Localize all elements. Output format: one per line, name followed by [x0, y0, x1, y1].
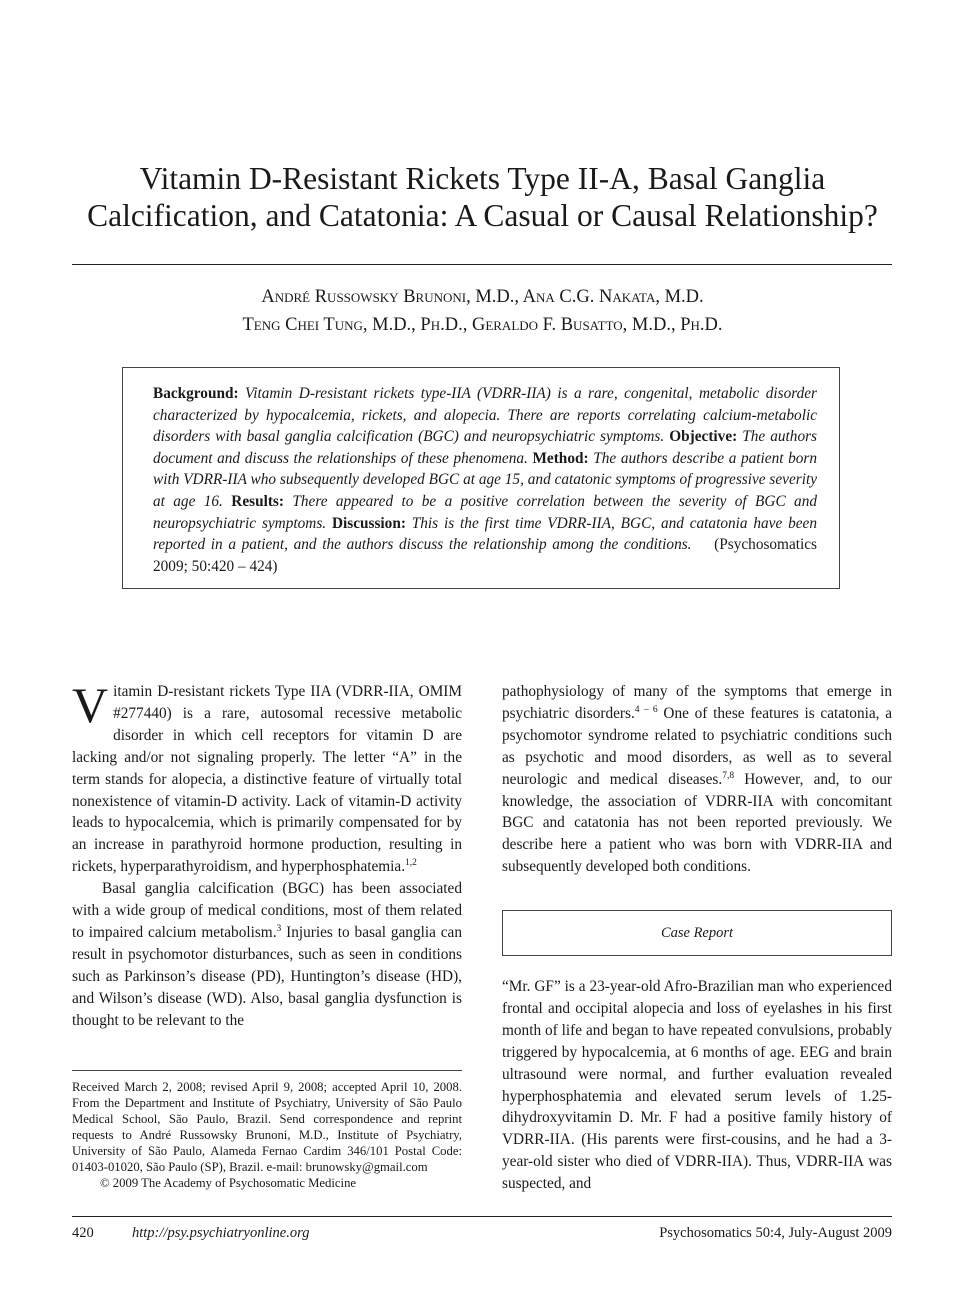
footer-divider — [72, 1216, 892, 1217]
authors-line-2: Teng Chei Tung, M.D., Ph.D., Geraldo F. Busatto, M.D., Ph.D. — [242, 315, 723, 335]
footnote-text: Received March 2, 2008; revised April 9, 2008; accepted April 10, 2008. From the Department and Institute of Psychiatry, University of São Paulo Medical School, São Paulo, Brazil. Send correspondence and reprint requests to André Russowsky Brunoni, M.D., Institute of Psychiatry, University of São Paulo, Alameda Fernao Cardim 346/101 Postal Code: 01403-01020, São Paulo (SP), Brazil. e-mail: brunowsky@gmail.com — [72, 1080, 462, 1174]
bgc-text-continued: Injuries to basal ganglia can result in psychomotor disturbances, such as seen in conditions such as Parkinson’s disease (PD), Huntington’s disease (HD), and Wilson’s disease (WD). Also, basal ganglia dysfunction is thought to be relevant to the — [72, 923, 462, 1029]
page-number: 420 — [72, 1225, 94, 1241]
reference-marker: 7,8 — [722, 770, 735, 781]
bgc-text: Basal ganglia calcification (BGC) has been associated with a wide group of medical conditions, most of them related to impaired calcium metabolism. — [72, 880, 462, 941]
journal-citation: Psychosomatics 50:4, July-August 2009 — [659, 1225, 892, 1241]
discussion-label: Discussion: — [331, 514, 406, 532]
journal-url-link[interactable]: http://psy.psychiatryonline.org — [132, 1225, 310, 1241]
drop-cap: V — [72, 677, 109, 733]
continued-text-2: One of these features is catatonia, a psychomotor syndrome related to psychiatric conditions such as psychotic and mood disorders, as well as to several neurologic and medical diseases. — [502, 704, 893, 788]
title-line-2: Calcification, and Catatonia: A Casual or Causal Relationship? — [87, 198, 878, 233]
title-divider — [72, 264, 892, 265]
abstract-box — [122, 367, 840, 589]
reference-marker: 3 — [276, 923, 282, 934]
method-label: Method: — [532, 449, 589, 467]
method-text: The authors describe a patient born with VDRR-IIA who subsequently developed BGC at age 15, and catatonic symptoms of progressive severity at age 16. — [153, 449, 818, 510]
discussion-text: This is the first time VDRR-IIA, BGC, and catatonia have been reported in a patient, and the authors discuss the relationship among the conditions. — [153, 514, 817, 554]
reference-marker: 1,2 — [405, 858, 417, 869]
author-list — [40, 283, 925, 339]
bgc-paragraph — [72, 878, 462, 1031]
article-title — [40, 160, 925, 234]
background-label: Background: — [153, 385, 239, 402]
abstract-citation: (Psychosomatics 2009; 50:420 – 424) — [153, 536, 817, 575]
results-text: There appeared to be a positive correlation between the severity of BGC and neuropsychiatric symptoms. — [153, 492, 817, 532]
right-column — [502, 681, 892, 878]
case-report-heading-label: Case Report — [660, 924, 734, 941]
reference-marker: 4 – 6 — [634, 704, 658, 715]
continued-text: pathophysiology of many of the symptoms that emerge in psychiatric disorders. — [502, 683, 892, 722]
intro-text: itamin D-resistant rickets Type IIA (VDRR-IIA, OMIM #277440) is a rare, autosomal recessive metabolic disorder in which cell receptors for vitamin D are lacking and/or not signaling properly. The letter “A” in the term stands for alopecia, a distinctive feature of virtually total nonexistence of vitamin-D activity. Lack of vitamin-D activity leads to hypocalcemia, which is primarily compensated for by an increase in parathyroid hormone production, resulting in rickets, hyperparathyroidism, and hyperphosphatemia. — [72, 683, 462, 876]
footnote — [72, 1079, 462, 1191]
results-label: Results: — [231, 492, 284, 510]
left-column — [72, 677, 462, 1032]
continued-paragraph — [502, 681, 892, 878]
continued-text-3: However, and, to our knowledge, the association of VDRR-IIA with concomitant BGC and catatonia has not been reported previously. We describe here a patient who was born with VDRR-IIA and subsequently developed both conditions. — [502, 770, 892, 876]
footnote-divider — [72, 1070, 462, 1071]
intro-paragraph — [72, 677, 462, 878]
case-report-paragraph: “Mr. GF” is a 23-year-old Afro-Brazilian man who experienced frontal and occipital alopecia and loss of eyelashes in his first month of life and began to have repeated convulsions, probably triggered by hypocalcemia, at 6 months of age. EEG and brain ultrasound were normal, and further evaluation revealed hyperphosphatemia and elevated serum levels of 1.25-dihydroxyvitamin D. Mr. F had a positive family history of VDRR-IIA. (His parents were first-cousins, and he had a 3-year-old sister who died of VDRR-IIA). Thus, VDRR-IIA was suspected, and — [502, 978, 892, 1193]
copyright-notice: © 2009 The Academy of Psychosomatic Medicine — [100, 1176, 357, 1190]
authors-line-1: André Russowsky Brunoni, M.D., Ana C.G. Nakata, M.D. — [261, 287, 704, 307]
objective-label: Objective: — [669, 428, 738, 446]
background-text: Vitamin D-resistant rickets type-IIA (VDRR-IIA) is a rare, congenital, metabolic disorder characterized by hypocalcemia, rickets, and alopecia. There are reports correlating calcium-metabolic disorders with basal ganglia calcification (BGC) and neuropsychiatric symptoms. — [153, 385, 817, 446]
case-report-column — [502, 976, 892, 1195]
objective-text: The authors document and discuss the relationships of these phenomena. — [153, 428, 817, 467]
case-report-heading — [502, 910, 892, 956]
title-line-1: Vitamin D-Resistant Rickets Type II-A, Basal Ganglia — [139, 161, 826, 196]
